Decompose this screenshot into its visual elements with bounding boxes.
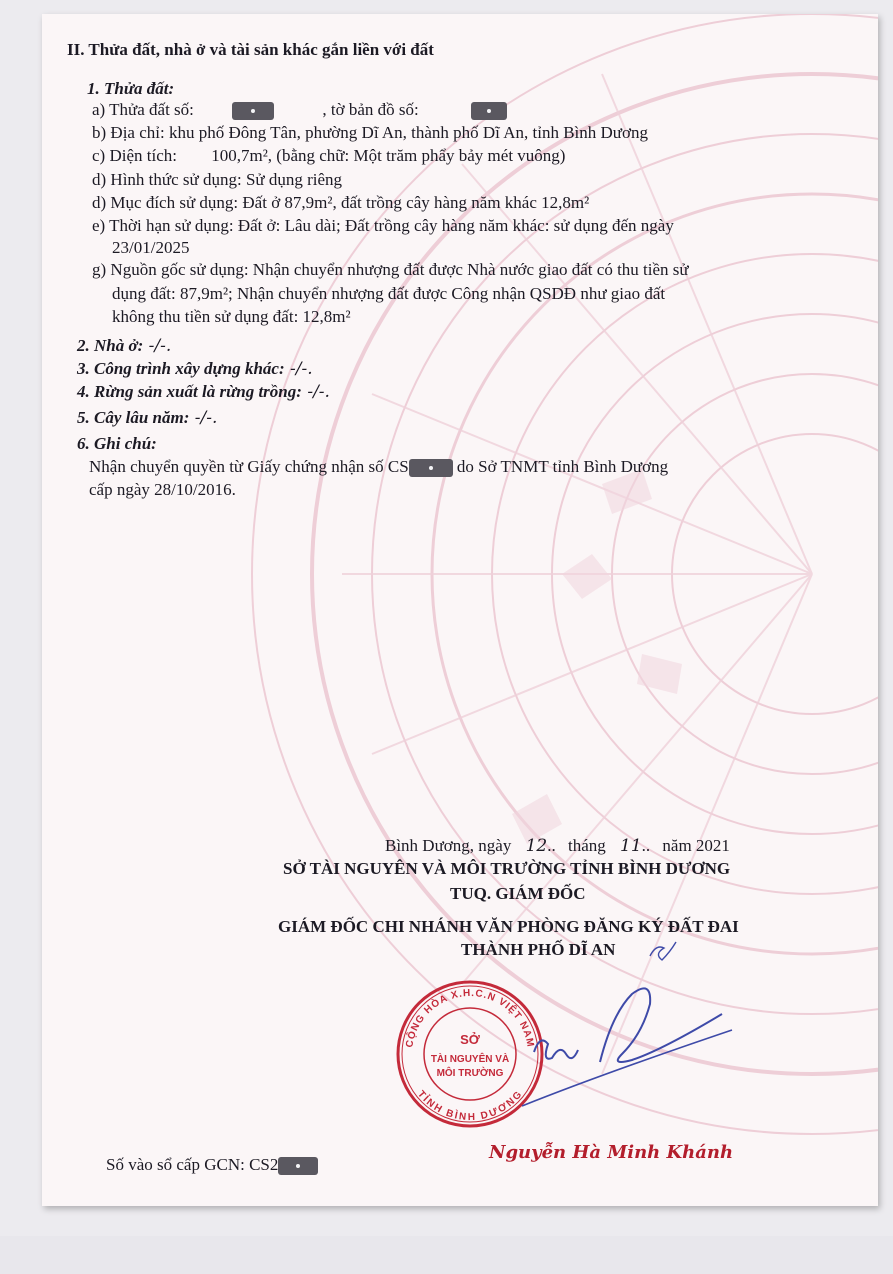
date-month: 11 [620,836,642,856]
usage-purpose-line: d) Mục đích sử dụng: Đất ở 87,9m², đất trồng cây hàng năm khác 12,8m² [92,193,590,212]
forest-value: -/-. [301,382,330,402]
date-day: 12 [525,836,548,856]
issue-date: Bình Dương, ngày 12.. tháng 11.. năm 2021 [385,836,730,856]
stamp-center-3: MÔI TRƯỜNG [436,1068,504,1079]
note-text-1: Nhận chuyển quyền từ Giấy chứng nhận số CS [89,457,409,476]
note-line-2: cấp ngày 28/10/2016. [89,480,236,499]
forest-line [77,382,330,402]
certificate-page [42,14,878,1206]
authority-branch: GIÁM ĐỐC CHI NHÁNH VĂN PHÒNG ĐĂNG KÝ ĐẤT ĐAI [278,917,739,936]
redacted-parcel-number [232,102,274,120]
stamp-bottom-text: TỈNH BÌNH DƯƠNG [415,1088,525,1124]
authority-delegation: TUQ. GIÁM ĐỐC [450,884,586,903]
note-text-2: do Sở TNMT tỉnh Bình Dương [452,457,669,476]
area-label: c) Diện tích: [92,146,177,165]
redacted-certificate-number [409,459,453,477]
house-label: 2. Nhà ở: [77,336,144,355]
date-prefix: Bình Dương, ngày [385,836,512,855]
redacted-register-number [278,1157,318,1175]
initials-mark [642,934,682,964]
house-value: -/-. [143,336,172,356]
origin-line-1: g) Nguồn gốc sử dụng: Nhận chuyển nhượng đất được Nhà nước giao đất có thu tiền sử [92,260,689,279]
register-label: Số vào sổ cấp GCN: CS2 [106,1155,279,1174]
construction-value: -/-. [284,359,313,379]
viewer-footer-bar [0,1236,893,1274]
stamp-ring-text: CỘNG HÒA X.H.C.N VIỆT NAM [404,987,536,1049]
area-value: 100,7m², (bằng chữ: Một trăm phẩy bảy mét vuông) [211,146,566,165]
signature [482,974,742,1114]
note-line-1 [89,457,668,477]
note-heading: 6. Ghi chú: [77,434,157,453]
address-line: b) Địa chỉ: khu phố Đông Tân, phường Dĩ An, thành phố Dĩ An, tỉnh Bình Dương [92,123,648,142]
parcel-label: a) Thửa đất số: [92,100,194,119]
area-line [92,146,565,166]
authority-city [461,940,615,960]
stamp-center-2: TÀI NGUYÊN VÀ [430,1054,510,1065]
map-label: , tờ bản đồ số: [322,100,419,119]
land-heading: 1. Thửa đất: [87,79,175,98]
authority-city-text: THÀNH PHỐ DĨ AN [461,940,616,959]
register-line [106,1155,318,1175]
parcel-line [92,100,507,120]
stamp-center-1: SỞ [460,1032,480,1047]
perennial-value: -/-. [189,408,218,428]
usage-term-line-2: 23/01/2025 [112,238,190,257]
authority-department: SỞ TÀI NGUYÊN VÀ MÔI TRƯỜNG TỈNH BÌNH DƯƠNG [283,859,731,878]
origin-line-3: không thu tiền sử dụng đất: 12,8m² [112,307,351,326]
house-line [77,336,171,356]
date-month-label: tháng [567,836,606,855]
forest-label: 4. Rừng sản xuất là rừng trồng: [77,382,302,401]
construction-line [77,359,313,379]
perennial-line [77,408,217,428]
usage-form-line: d) Hình thức sử dụng: Sử dụng riêng [92,170,343,189]
date-year: năm 2021 [662,836,730,855]
perennial-label: 5. Cây lâu năm: [77,408,190,427]
construction-label: 3. Công trình xây dựng khác: [77,359,285,378]
redacted-map-number [471,102,507,120]
signer-name: Nguyễn Hà Minh Khánh [489,1142,734,1163]
usage-term-line-1: e) Thời hạn sử dụng: Đất ở: Lâu dài; Đất trồng cây hàng năm khác: sử dụng đến ngày [92,216,674,235]
section-title: II. Thửa đất, nhà ở và tài sản khác gắn liền với đất [67,40,434,59]
origin-line-2: dụng đất: 87,9m²; Nhận chuyển nhượng đất được Công nhận QSDĐ như giao đất [112,284,666,303]
